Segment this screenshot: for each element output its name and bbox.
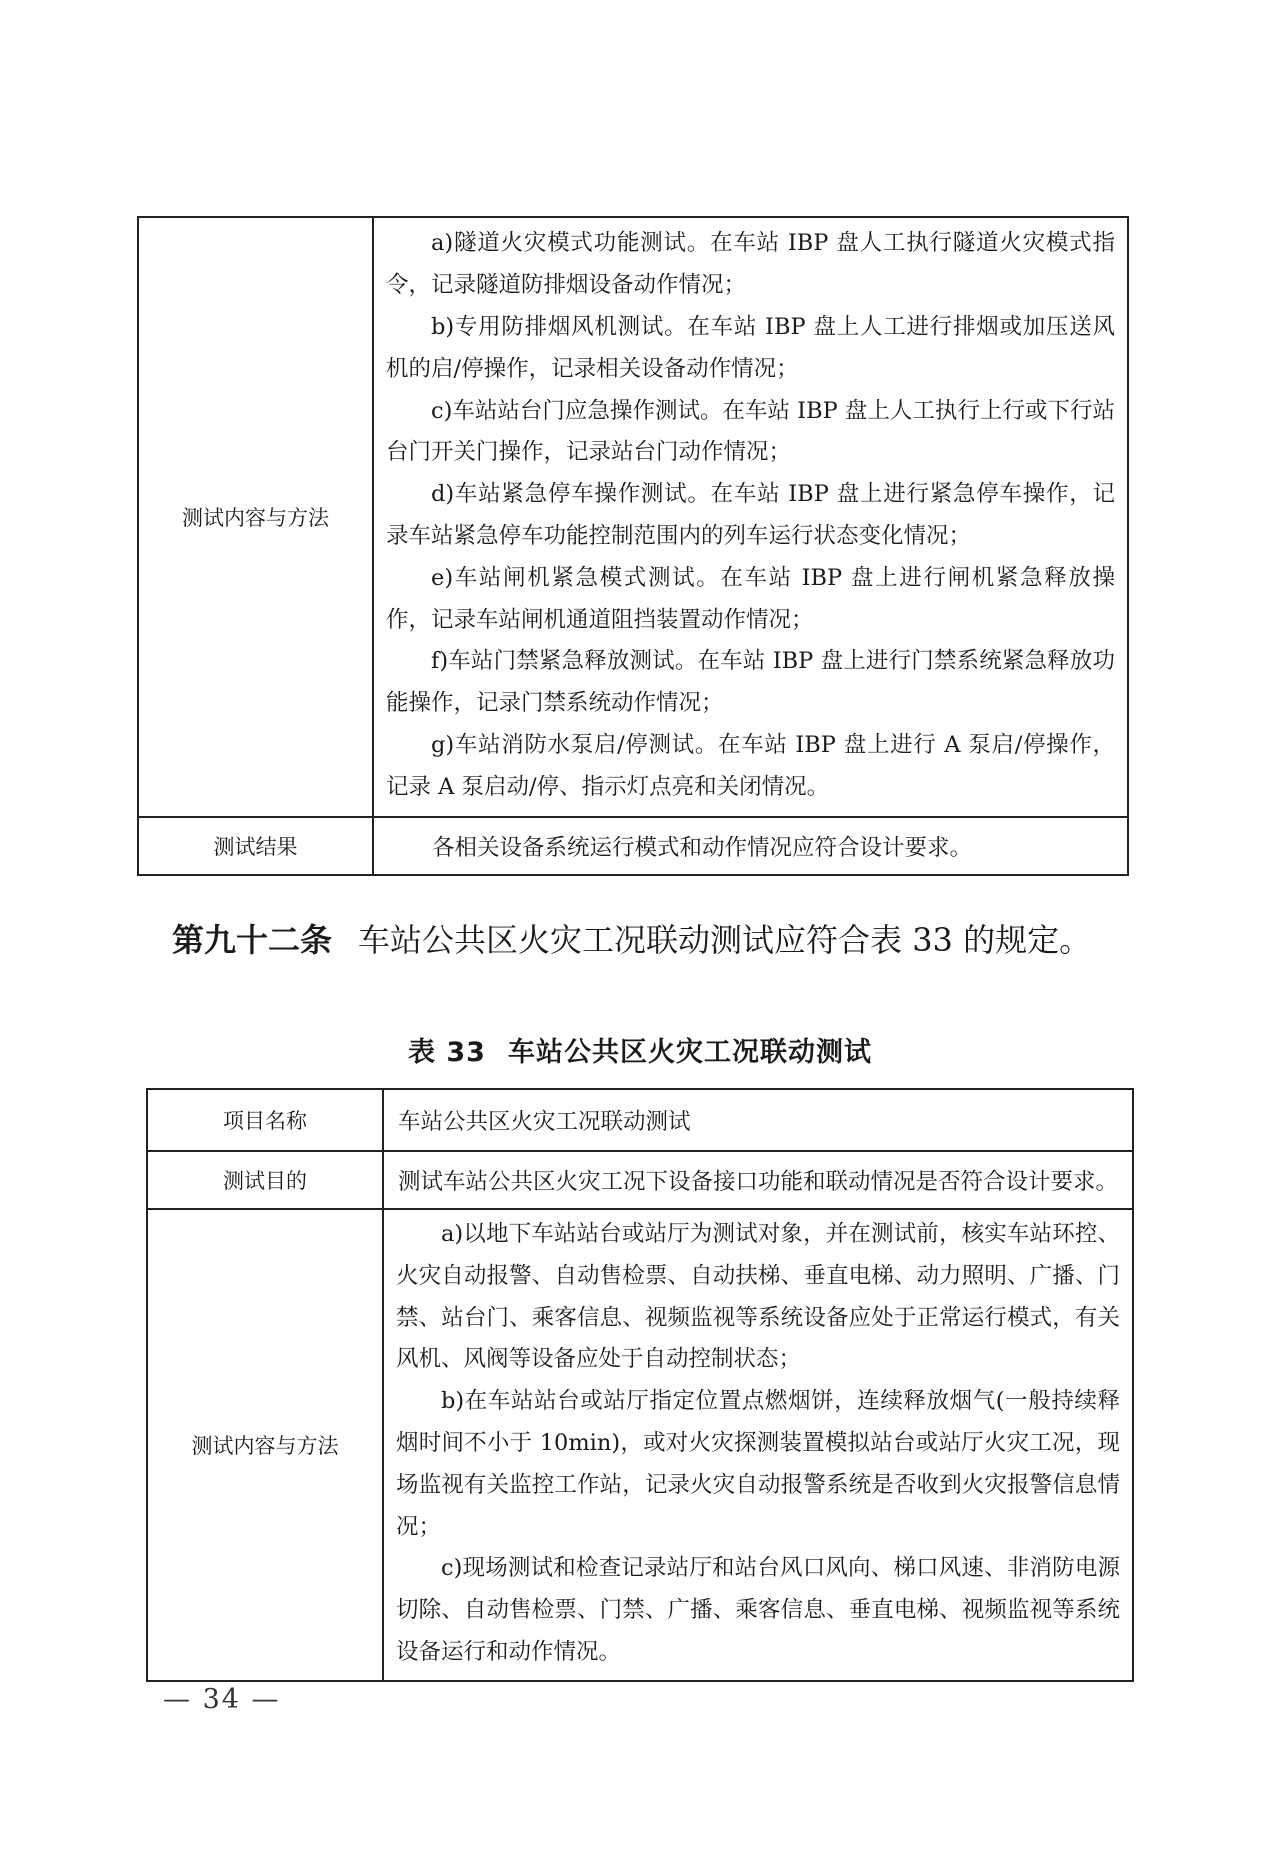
paragraph: a)以地下车站站台或站厅为测试对象，并在测试前，核实车站环控、火灾自动报警、自动售检票、自动扶梯、垂直电梯、动力照明、广播、门禁、站台门、乘客信息、视频监视等系统设备应处于正常运行模式，有关风机、风阀等设备应处于自动控制状态； [396, 1221, 1120, 1373]
row-content-test-result: 各相关设备系统运行模式和动作情况应符合设计要求。 [373, 817, 1128, 875]
table-row [138, 817, 1128, 875]
row-label-project-name: 项目名称 [147, 1089, 383, 1151]
article-text: 车站公共区火灾工况联动测试应符合表 33 的规定。 [358, 921, 1092, 959]
paragraph: e)车站闸机紧急模式测试。在车站 IBP 盘上进行闸机紧急释放操作，记录车站闸机通道阻挡装置动作情况； [386, 564, 1115, 633]
table-row [147, 1151, 1133, 1209]
article-paragraph [138, 908, 1130, 972]
paragraph: c)车站站台门应急操作测试。在车站 IBP 盘上人工执行上行或下行站台门开关门操作，记录站台门动作情况； [386, 397, 1115, 466]
row-content-test-method [373, 217, 1128, 817]
row-content-project-name: 车站公共区火灾工况联动测试 [383, 1089, 1133, 1151]
row-content-test-method [383, 1209, 1133, 1681]
paragraph: d)车站紧急停车操作测试。在车站 IBP 盘上进行紧急停车操作，记录车站紧急停车功能控制范围内的列车运行状态变化情况； [386, 481, 1115, 549]
row-label-test-method: 测试内容与方法 [147, 1209, 383, 1681]
table-row [138, 217, 1128, 817]
table-title: 车站公共区火灾工况联动测试 [507, 1037, 872, 1068]
row-label-test-method: 测试内容与方法 [138, 217, 373, 817]
paragraph: a)隧道火灾模式功能测试。在车站 IBP 盘人工执行隧道火灾模式指令，记录隧道防排烟设备动作情况； [386, 230, 1115, 299]
paragraph: g)车站消防水泵启/停测试。在车站 IBP 盘上进行 A 泵启/停操作，记录 A 泵启动/停、指示灯点亮和关闭情况。 [386, 731, 1115, 800]
table-row [147, 1089, 1133, 1151]
paragraph: f)车站门禁紧急释放测试。在车站 IBP 盘上进行门禁系统紧急释放功能操作，记录门禁系统动作情况； [386, 648, 1115, 717]
table-row [147, 1209, 1133, 1681]
article-heading: 第九十二条 [172, 921, 333, 959]
table-33 [146, 1088, 1134, 1682]
row-label-test-result: 测试结果 [138, 817, 373, 875]
row-content-test-purpose: 测试车站公共区火灾工况下设备接口功能和联动情况是否符合设计要求。 [383, 1151, 1133, 1209]
table-continued [137, 216, 1129, 876]
paragraph: b)专用防排烟风机测试。在车站 IBP 盘上人工进行排烟或加压送风机的启/停操作，记录相关设备动作情况； [386, 314, 1115, 382]
row-label-test-purpose: 测试目的 [147, 1151, 383, 1209]
paragraph: c)现场测试和检查记录站厅和站台风口风向、梯口风速、非消防电源切除、自动售检票、门禁、广播、乘客信息、垂直电梯、视频监视等系统设备运行和动作情况。 [396, 1555, 1120, 1665]
paragraph: b)在车站站台或站厅指定位置点燃烟饼，连续释放烟气(一般持续释烟时间不小于 10min)，或对火灾探测装置模拟站台或站厅火灾工况，现场监视有关监控工作站，记录火灾自动报警系统是否收到火灾报警信息情况； [396, 1388, 1120, 1540]
table-caption [0, 1030, 1280, 1069]
page-number: — 34 — [163, 1684, 281, 1715]
table-number: 表 33 [408, 1037, 486, 1068]
